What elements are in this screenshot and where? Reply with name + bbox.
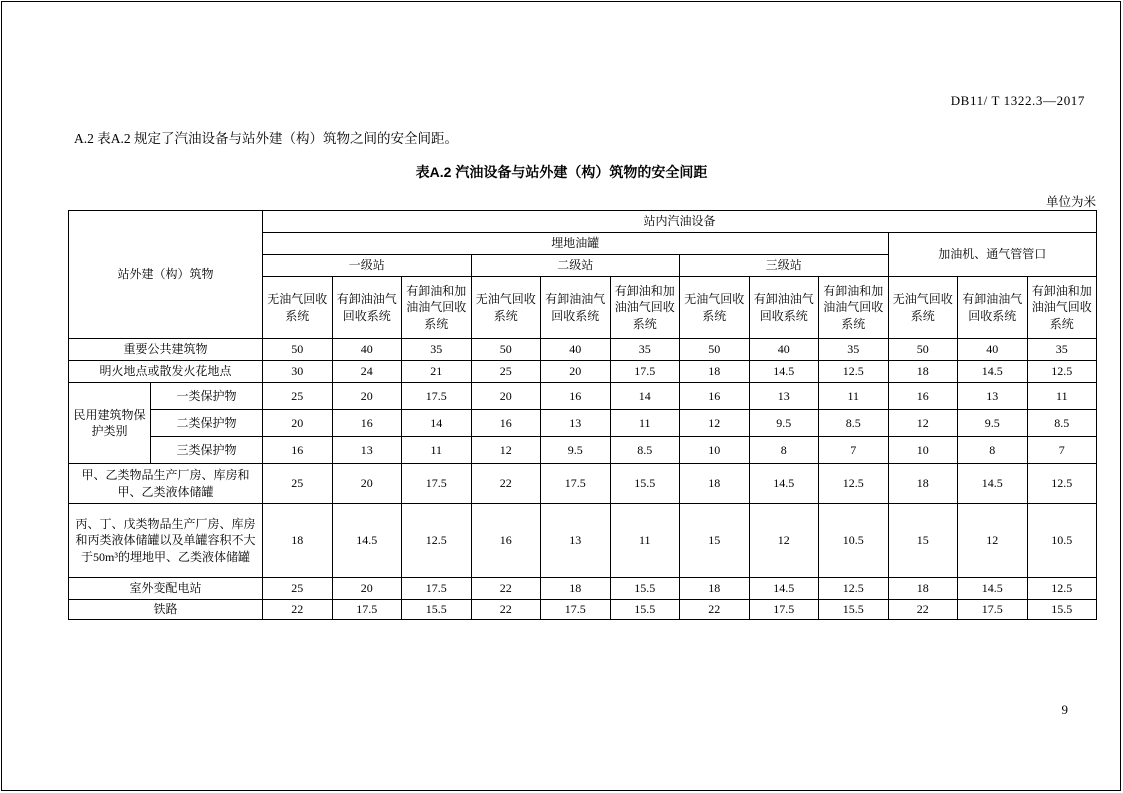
value-cell: 40 [332,339,402,361]
value-cell: 12 [680,410,750,437]
station-header-3: 三级站 [680,255,889,277]
value-cell: 17.5 [749,600,819,620]
system-header: 有卸油油气回收系统 [541,277,611,339]
system-header: 无油气回收系统 [471,277,541,339]
value-cell: 17.5 [610,361,680,383]
value-cell: 22 [471,578,541,600]
unit-note: 单位为米 [1045,195,1096,209]
row-label: 三类保护物 [151,437,263,464]
value-cell: 8.5 [819,410,889,437]
top-header: 站内汽油设备 [263,211,1097,233]
value-cell: 22 [263,600,333,620]
value-cell: 17.5 [402,464,472,504]
value-cell: 12.5 [402,504,472,578]
value-cell: 9.5 [541,437,611,464]
value-cell: 13 [958,383,1028,410]
system-header: 无油气回收系统 [263,277,333,339]
value-cell: 35 [1027,339,1097,361]
value-cell: 10.5 [1027,504,1097,578]
value-cell: 15 [680,504,750,578]
row-label: 明火地点或散发火花地点 [69,361,263,383]
value-cell: 10 [680,437,750,464]
page-number: 9 [1061,702,1068,717]
table-title: 表A.2 汽油设备与站外建（构）筑物的安全间距 [415,164,708,180]
value-cell: 14.5 [332,504,402,578]
value-cell: 16 [332,410,402,437]
value-cell: 10.5 [819,504,889,578]
value-cell: 35 [402,339,472,361]
system-header: 有卸油油气回收系统 [749,277,819,339]
value-cell: 8.5 [1027,410,1097,437]
value-cell: 8.5 [610,437,680,464]
value-cell: 12.5 [819,361,889,383]
value-cell: 13 [541,410,611,437]
value-cell: 9.5 [958,410,1028,437]
value-cell: 35 [610,339,680,361]
value-cell: 24 [332,361,402,383]
value-cell: 40 [749,339,819,361]
value-cell: 12.5 [819,578,889,600]
system-header: 无油气回收系统 [888,277,958,339]
value-cell: 16 [263,437,333,464]
value-cell: 17.5 [402,578,472,600]
row-label: 甲、乙类物品生产厂房、库房和甲、乙类液体储罐 [69,464,263,504]
value-cell: 18 [680,464,750,504]
value-cell: 15.5 [610,464,680,504]
row-label: 丙、丁、戊类物品生产厂房、库房和丙类液体储罐以及单罐容积不大于50m³的埋地甲、乙类液体储罐 [69,504,263,578]
value-cell: 18 [680,578,750,600]
civil-group-label: 民用建筑物保护类别 [69,383,151,464]
buried-tank-header: 埋地油罐 [263,233,889,255]
table-row [69,361,1097,383]
safety-distance-table [68,210,1097,620]
value-cell: 18 [263,504,333,578]
value-cell: 12.5 [1027,464,1097,504]
table-row [69,339,1097,361]
system-header: 有卸油和加油油气回收系统 [1027,277,1097,339]
value-cell: 18 [888,464,958,504]
value-cell: 11 [1027,383,1097,410]
value-cell: 40 [541,339,611,361]
station-header-2: 二级站 [471,255,680,277]
value-cell: 15.5 [819,600,889,620]
value-cell: 14 [402,410,472,437]
value-cell: 12 [958,504,1028,578]
value-cell: 16 [471,504,541,578]
value-cell: 50 [680,339,750,361]
value-cell: 25 [471,361,541,383]
table-row [69,464,1097,504]
value-cell: 20 [332,383,402,410]
value-cell: 15.5 [402,600,472,620]
value-cell: 12.5 [819,464,889,504]
value-cell: 18 [680,361,750,383]
value-cell: 25 [263,383,333,410]
system-header: 有卸油油气回收系统 [958,277,1028,339]
row-label: 一类保护物 [151,383,263,410]
value-cell: 12 [471,437,541,464]
value-cell: 12.5 [1027,361,1097,383]
header-row-equipment [69,211,1097,233]
value-cell: 22 [680,600,750,620]
row-label: 重要公共建筑物 [69,339,263,361]
value-cell: 18 [541,578,611,600]
value-cell: 40 [958,339,1028,361]
value-cell: 21 [402,361,472,383]
value-cell: 22 [471,600,541,620]
value-cell: 12.5 [1027,578,1097,600]
value-cell: 50 [888,339,958,361]
table-row [69,383,1097,410]
value-cell: 8 [958,437,1028,464]
value-cell: 9.5 [749,410,819,437]
value-cell: 30 [263,361,333,383]
value-cell: 13 [541,504,611,578]
value-cell: 20 [541,361,611,383]
system-header: 有卸油和加油油气回收系统 [402,277,472,339]
system-header: 无油气回收系统 [680,277,750,339]
table-row [69,600,1097,620]
value-cell: 18 [888,578,958,600]
value-cell: 25 [263,464,333,504]
value-cell: 13 [749,383,819,410]
system-header: 有卸油油气回收系统 [332,277,402,339]
value-cell: 16 [471,410,541,437]
table-row [69,410,1097,437]
value-cell: 25 [263,578,333,600]
value-cell: 17.5 [541,600,611,620]
value-cell: 15.5 [610,578,680,600]
value-cell: 22 [471,464,541,504]
value-cell: 12 [749,504,819,578]
table-row [69,437,1097,464]
value-cell: 35 [819,339,889,361]
value-cell: 11 [610,504,680,578]
value-cell: 11 [610,410,680,437]
value-cell: 14.5 [749,464,819,504]
station-header-1: 一级站 [263,255,472,277]
value-cell: 16 [680,383,750,410]
value-cell: 17.5 [541,464,611,504]
value-cell: 15 [888,504,958,578]
value-cell: 11 [402,437,472,464]
table-row [69,504,1097,578]
row-label: 铁路 [69,600,263,620]
value-cell: 20 [263,410,333,437]
value-cell: 20 [471,383,541,410]
value-cell: 11 [819,383,889,410]
value-cell: 10 [888,437,958,464]
value-cell: 16 [888,383,958,410]
row-label: 二类保护物 [151,410,263,437]
system-header: 有卸油和加油油气回收系统 [610,277,680,339]
value-cell: 50 [263,339,333,361]
table-row [69,578,1097,600]
value-cell: 7 [819,437,889,464]
value-cell: 15.5 [610,600,680,620]
value-cell: 14.5 [749,361,819,383]
value-cell: 14 [610,383,680,410]
system-header: 有卸油和加油油气回收系统 [819,277,889,339]
value-cell: 14.5 [958,464,1028,504]
value-cell: 50 [471,339,541,361]
value-cell: 18 [888,361,958,383]
clause-text: A.2 表A.2 规定了汽油设备与站外建（构）筑物之间的安全间距。 [74,131,458,146]
value-cell: 7 [1027,437,1097,464]
value-cell: 13 [332,437,402,464]
value-cell: 17.5 [332,600,402,620]
value-cell: 17.5 [958,600,1028,620]
corner-header: 站外建（构）筑物 [69,211,263,339]
value-cell: 14.5 [958,578,1028,600]
dispenser-header: 加油机、通气管管口 [888,233,1097,277]
value-cell: 14.5 [749,578,819,600]
value-cell: 16 [541,383,611,410]
row-label: 室外变配电站 [69,578,263,600]
value-cell: 12 [888,410,958,437]
value-cell: 14.5 [958,361,1028,383]
doc-number: DB11/ T 1322.3—2017 [950,93,1085,108]
value-cell: 20 [332,464,402,504]
value-cell: 8 [749,437,819,464]
value-cell: 20 [332,578,402,600]
value-cell: 22 [888,600,958,620]
value-cell: 15.5 [1027,600,1097,620]
value-cell: 17.5 [402,383,472,410]
